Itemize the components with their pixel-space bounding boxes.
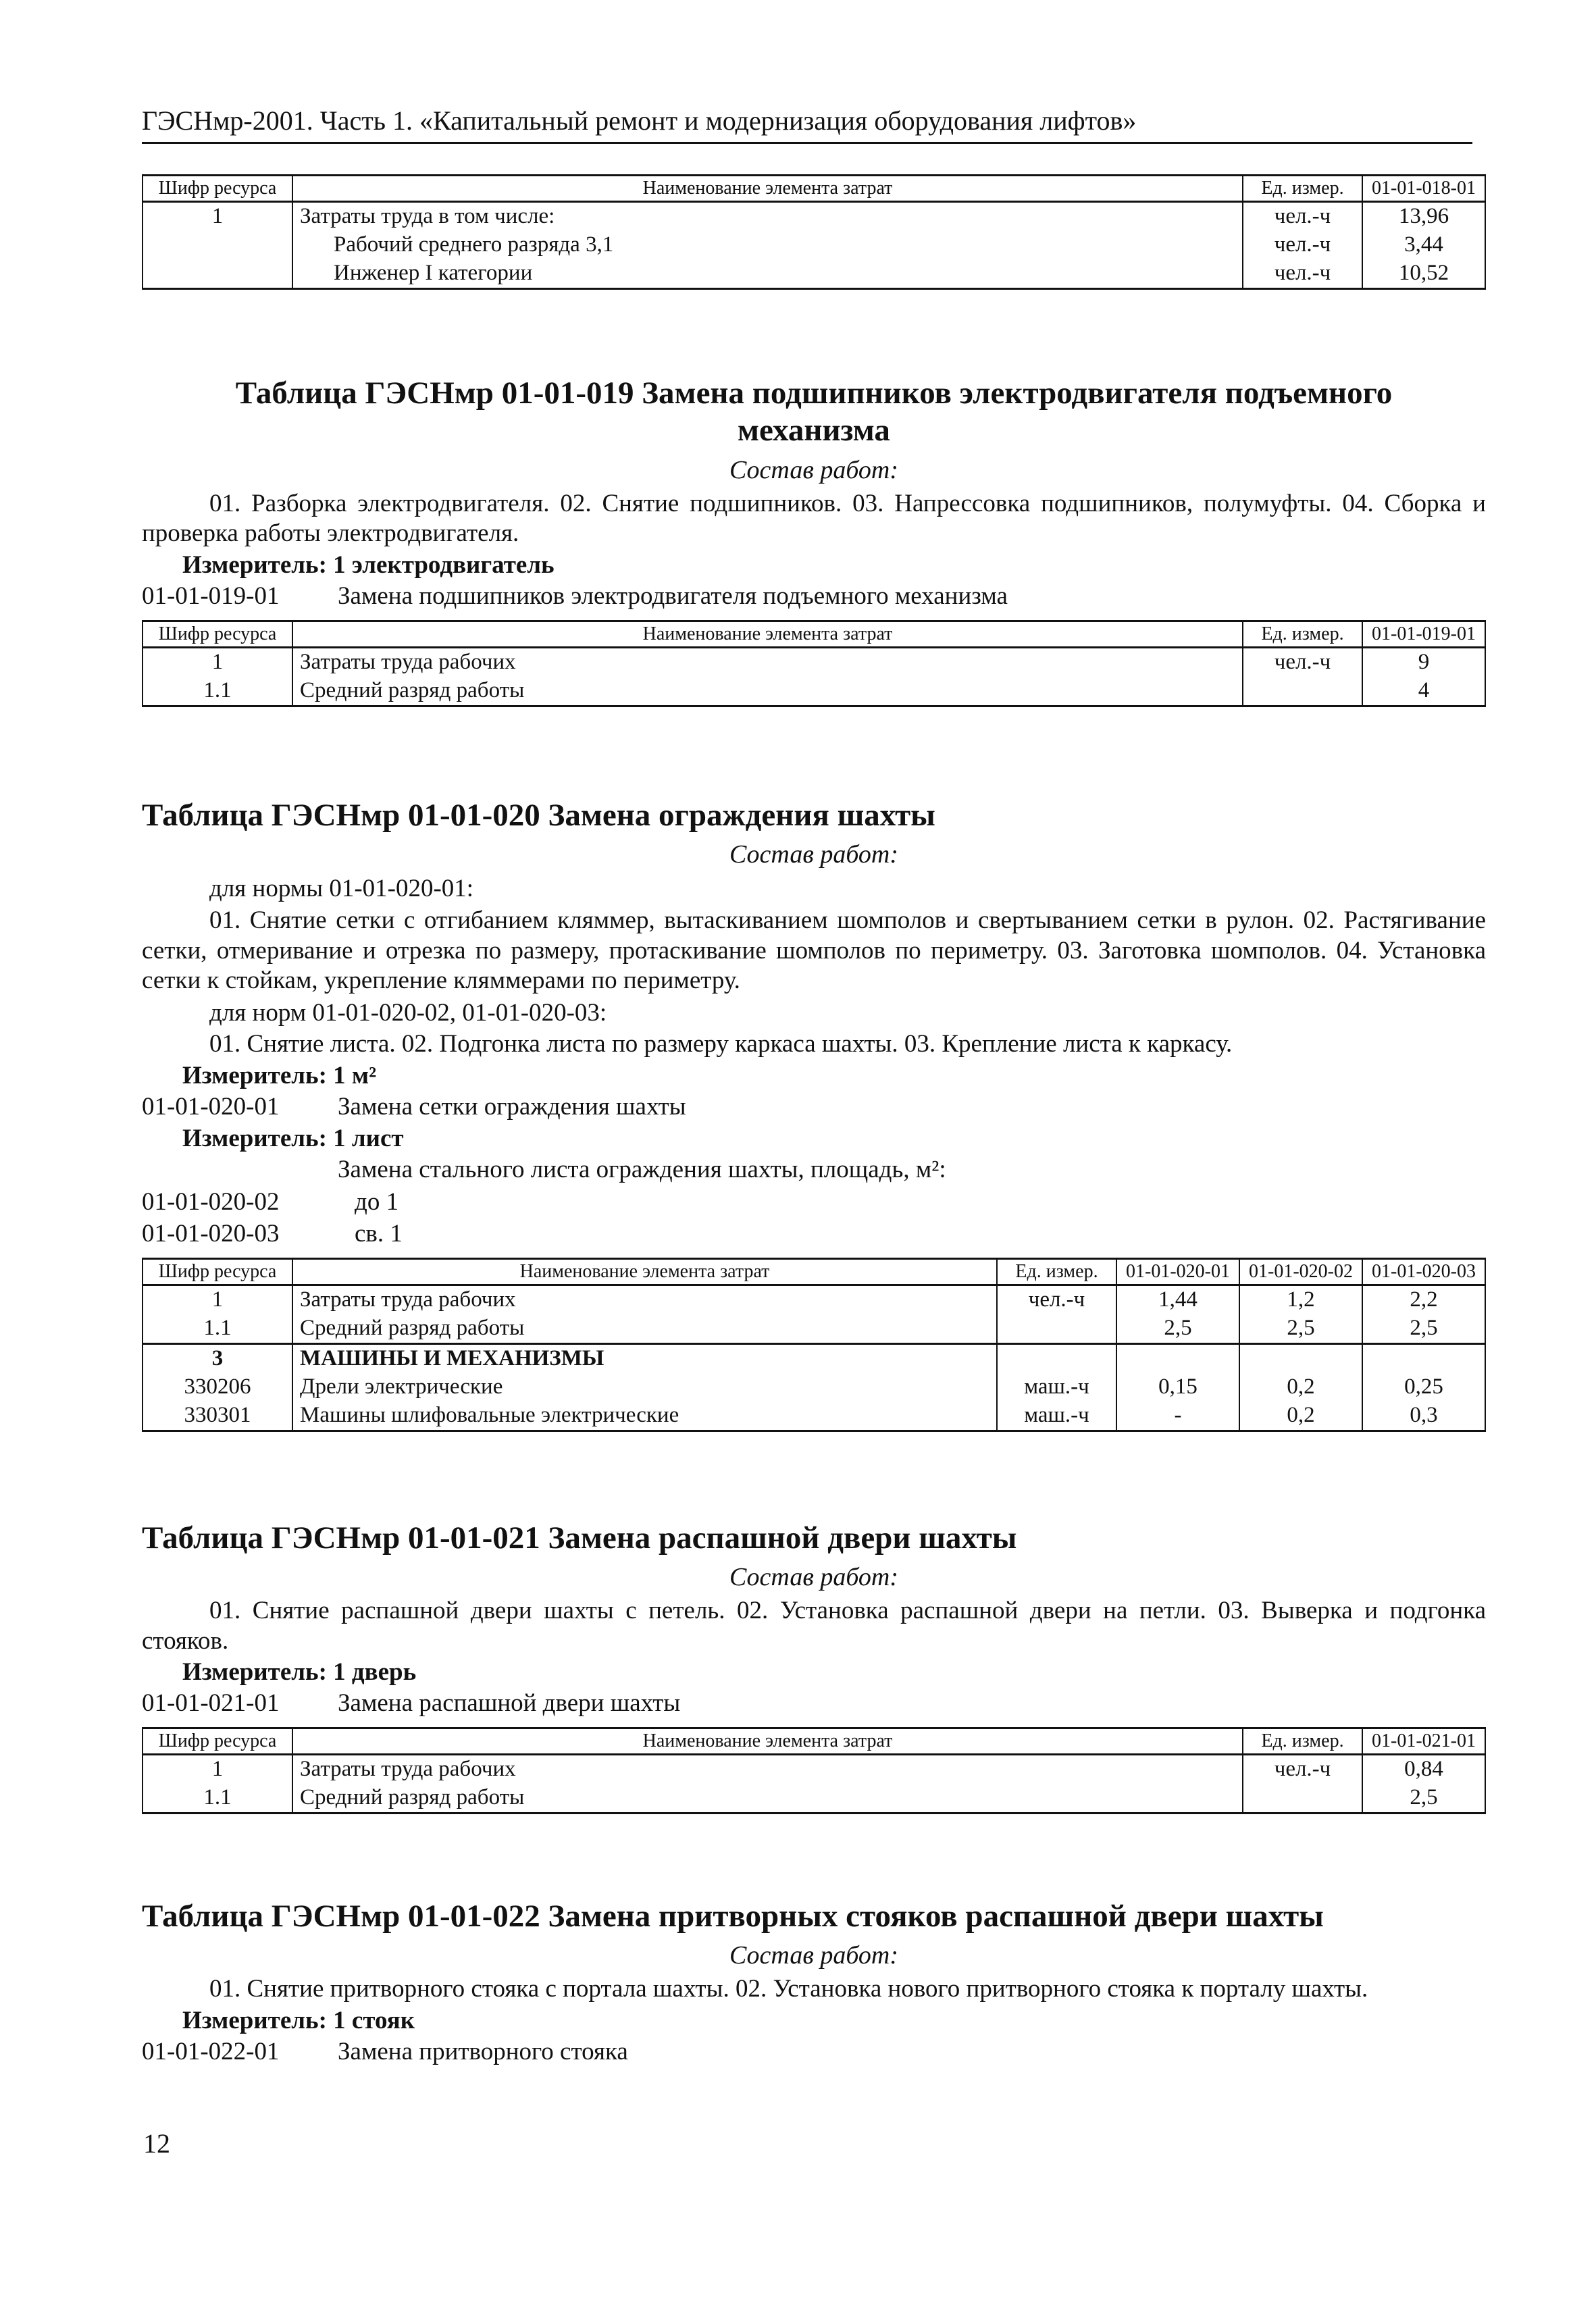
- cell-name: Средний разряд работы: [292, 1784, 1243, 1813]
- norm-name: до 1: [355, 1187, 399, 1216]
- section-022-composition: 01. Снятие притворного стояка с портала шахты. 02. Установка нового притворного стояка к порталу шахты.: [209, 1975, 1368, 2003]
- cell-code: 3: [143, 1344, 292, 1373]
- cell-unit: [997, 1344, 1116, 1373]
- composition-heading: Состав работ:: [729, 455, 899, 484]
- table-018: [142, 174, 1486, 290]
- table-row: [143, 647, 1485, 676]
- table-021: [142, 1727, 1486, 1814]
- cell-name: Затраты труда рабочих: [292, 1285, 997, 1314]
- cell-value: 2,2: [1362, 1285, 1485, 1314]
- section-020: [142, 797, 1486, 1432]
- col-unit-header: Ед. измер.: [1243, 621, 1362, 647]
- section-019-measure: Измеритель: 1 электродвигатель: [182, 550, 555, 579]
- table-020: [142, 1258, 1486, 1432]
- cell-unit: маш.-ч: [997, 1402, 1116, 1431]
- table-row: [143, 677, 1485, 706]
- cell-value: 1,2: [1239, 1285, 1362, 1314]
- section-020-composition-2: 01. Снятие листа. 02. Подгонка листа по размеру каркаса шахты. 03. Крепление листа к каркасу.: [209, 1030, 1233, 1058]
- section-019-title: Таблица ГЭСНмр 01-01-019 Замена подшипников электродвигателя подъемного механизма: [235, 376, 1393, 448]
- table-row: [143, 1344, 1485, 1373]
- cell-unit: чел.-ч: [1243, 1755, 1362, 1784]
- section-020-measure-2: Измеритель: 1 лист: [182, 1124, 404, 1152]
- section-021-measure: Измеритель: 1 дверь: [182, 1658, 417, 1687]
- col-code-header: Шифр ресурса: [143, 176, 292, 202]
- table-header-row: [143, 621, 1485, 647]
- cell-value: 0,25: [1362, 1373, 1485, 1402]
- cell-unit: чел.-ч: [1243, 647, 1362, 676]
- cell-name: Средний разряд работы: [292, 677, 1243, 706]
- col-code-header: Шифр ресурса: [143, 1728, 292, 1755]
- section-022-title: Таблица ГЭСНмр 01-01-022 Замена притворных стояков распашной двери шахты: [142, 1899, 1324, 1934]
- cell-code: [143, 231, 292, 259]
- cell-code: 1.1: [143, 1314, 292, 1343]
- col-id-header-3: 01-01-020-03: [1362, 1259, 1485, 1285]
- cell-name: МАШИНЫ И МЕХАНИЗМЫ: [292, 1344, 997, 1373]
- table-row: [143, 202, 1485, 231]
- section-020-title: Таблица ГЭСНмр 01-01-020 Замена ограждения шахты: [142, 798, 935, 833]
- table-row: [143, 1314, 1485, 1343]
- col-name-header: Наименование элемента затрат: [292, 1259, 997, 1285]
- cell-value: 13,96: [1362, 202, 1485, 231]
- norm-line: [142, 1218, 1486, 1250]
- section-020-composition-1: 01. Снятие сетки с отгибанием кляммер, вытаскиванием шомполов и свертыванием сетки в рулон. 02. Растягивание сетки, отмеривание и отрезка по размеру, протаскивание шомполов по периметру. 03. Заготовка шомполов. 04. Установка сетки к стойкам, укрепление кляммерами по периметру.: [142, 906, 1486, 995]
- col-name-header: Наименование элемента затрат: [292, 1728, 1243, 1755]
- cell-unit: чел.-ч: [1243, 259, 1362, 288]
- cell-value: [1362, 1344, 1485, 1373]
- running-header: ГЭСНмр-2001. Часть 1. «Капитальный ремонт и модернизация оборудования лифтов»: [142, 105, 1472, 144]
- col-id-header-2: 01-01-020-02: [1239, 1259, 1362, 1285]
- cell-unit: [1243, 677, 1362, 706]
- col-unit-header: Ед. измер.: [1243, 176, 1362, 202]
- cell-value: 4: [1362, 677, 1485, 706]
- cell-value: 1,44: [1116, 1285, 1239, 1314]
- section-021-title: Таблица ГЭСНмр 01-01-021 Замена распашной двери шахты: [142, 1520, 1017, 1555]
- norm-code: 01-01-020-02: [142, 1187, 280, 1216]
- section-019-composition: 01. Разборка электродвигателя. 02. Снятие подшипников. 03. Напрессовка подшипников, полумуфты. 04. Сборка и проверка работы электродвигателя.: [142, 489, 1486, 548]
- cell-code: 1: [143, 647, 292, 676]
- col-code-header: Шифр ресурса: [143, 621, 292, 647]
- norm-code: 01-01-019-01: [142, 582, 280, 610]
- cell-name: Затраты труда рабочих: [292, 647, 1243, 676]
- cell-unit: [997, 1314, 1116, 1343]
- table-row: [143, 1755, 1485, 1784]
- cell-unit: чел.-ч: [1243, 202, 1362, 231]
- cell-name: Средний разряд работы: [292, 1314, 997, 1343]
- composition-heading: Состав работ:: [729, 1941, 899, 1970]
- cell-code: [143, 259, 292, 288]
- cell-code: 1: [143, 202, 292, 231]
- table-row: [143, 1402, 1485, 1431]
- cell-unit: маш.-ч: [997, 1373, 1116, 1402]
- table-header-row: [143, 1728, 1485, 1755]
- cell-value: [1116, 1344, 1239, 1373]
- cell-code: 1.1: [143, 1784, 292, 1813]
- cell-value: 9: [1362, 647, 1485, 676]
- cell-value: 0,3: [1362, 1402, 1485, 1431]
- col-name-header: Наименование элемента затрат: [292, 621, 1243, 647]
- col-id-header: 01-01-018-01: [1362, 176, 1485, 202]
- section-020-measure-1: Измеритель: 1 м²: [182, 1061, 377, 1089]
- cell-value: 3,44: [1362, 231, 1485, 259]
- section-021: [142, 1520, 1486, 1814]
- cell-value: 10,52: [1362, 259, 1485, 288]
- cell-name: Рабочий среднего разряда 3,1: [292, 231, 1243, 259]
- norm-name: св. 1: [355, 1220, 403, 1248]
- norm-group-desc: Замена стального листа ограждения шахты, площадь, м²:: [338, 1155, 946, 1183]
- col-id-header: 01-01-019-01: [1362, 621, 1485, 647]
- composition-heading: Состав работ:: [729, 1563, 899, 1592]
- cell-unit: чел.-ч: [997, 1285, 1116, 1314]
- norm-code: 01-01-021-01: [142, 1689, 280, 1718]
- cell-name: Машины шлифовальные электрические: [292, 1402, 997, 1431]
- page-number: 12: [143, 2128, 170, 2159]
- cell-name: Затраты труда рабочих: [292, 1755, 1243, 1784]
- cell-code: 330301: [143, 1402, 292, 1431]
- cell-value: 0,84: [1362, 1755, 1485, 1784]
- table-row: [143, 1285, 1485, 1314]
- norm-name: Замена сетки ограждения шахты: [338, 1092, 686, 1121]
- norm-line: [142, 1688, 1486, 1719]
- cell-value: 2,5: [1362, 1314, 1485, 1343]
- cell-code: 330206: [143, 1373, 292, 1402]
- cell-name: Дрели электрические: [292, 1373, 997, 1402]
- norm-code: 01-01-022-01: [142, 2037, 280, 2065]
- cell-code: 1: [143, 1285, 292, 1314]
- cell-code: 1: [143, 1755, 292, 1784]
- norm-code: 01-01-020-01: [142, 1092, 280, 1121]
- norm-line: [142, 1091, 1486, 1123]
- cell-code: 1.1: [143, 677, 292, 706]
- cell-name: Инженер I категории: [292, 259, 1243, 288]
- col-id-header-1: 01-01-020-01: [1116, 1259, 1239, 1285]
- table-header-row: [143, 176, 1485, 202]
- cell-name: Затраты труда в том числе:: [292, 202, 1243, 231]
- cell-unit: чел.-ч: [1243, 231, 1362, 259]
- cell-value: 2,5: [1239, 1314, 1362, 1343]
- col-unit-header: Ед. измер.: [1243, 1728, 1362, 1755]
- section-019: [142, 375, 1486, 707]
- col-name-header: Наименование элемента затрат: [292, 176, 1243, 202]
- col-id-header: 01-01-021-01: [1362, 1728, 1485, 1755]
- table-row: [143, 1784, 1485, 1813]
- section-021-composition: 01. Снятие распашной двери шахты с петель. 02. Установка распашной двери на петли. 03. Выверка и подгонка стояков.: [142, 1597, 1486, 1655]
- table-018-block: [142, 174, 1486, 290]
- table-row: [143, 1373, 1485, 1402]
- norm-line: [142, 581, 1486, 612]
- composition-heading: Состав работ:: [729, 840, 899, 869]
- col-code-header: Шифр ресурса: [143, 1259, 292, 1285]
- norm-name: Замена распашной двери шахты: [338, 1689, 681, 1718]
- section-022: [142, 1898, 1486, 2069]
- norm-line: [142, 2036, 1486, 2067]
- table-019: [142, 620, 1486, 707]
- cell-value: 2,5: [1362, 1784, 1485, 1813]
- cell-value: 2,5: [1116, 1314, 1239, 1343]
- cell-value: 0,2: [1239, 1373, 1362, 1402]
- for-norm-1: для нормы 01-01-020-01:: [209, 875, 474, 903]
- cell-value: 0,15: [1116, 1373, 1239, 1402]
- norm-name: Замена притворного стояка: [338, 2037, 628, 2065]
- cell-value: [1239, 1344, 1362, 1373]
- norm-line: [142, 1187, 1486, 1218]
- table-row: [143, 259, 1485, 288]
- for-norm-2: для норм 01-01-020-02, 01-01-020-03:: [209, 998, 607, 1027]
- col-unit-header: Ед. измер.: [997, 1259, 1116, 1285]
- table-header-row: [143, 1259, 1485, 1285]
- norm-code: 01-01-020-03: [142, 1220, 280, 1248]
- norm-name: Замена подшипников электродвигателя подъемного механизма: [338, 582, 1008, 610]
- cell-unit: [1243, 1784, 1362, 1813]
- section-022-measure: Измеритель: 1 стояк: [182, 2006, 415, 2034]
- cell-value: 0,2: [1239, 1402, 1362, 1431]
- table-row: [143, 231, 1485, 259]
- cell-value: -: [1116, 1402, 1239, 1431]
